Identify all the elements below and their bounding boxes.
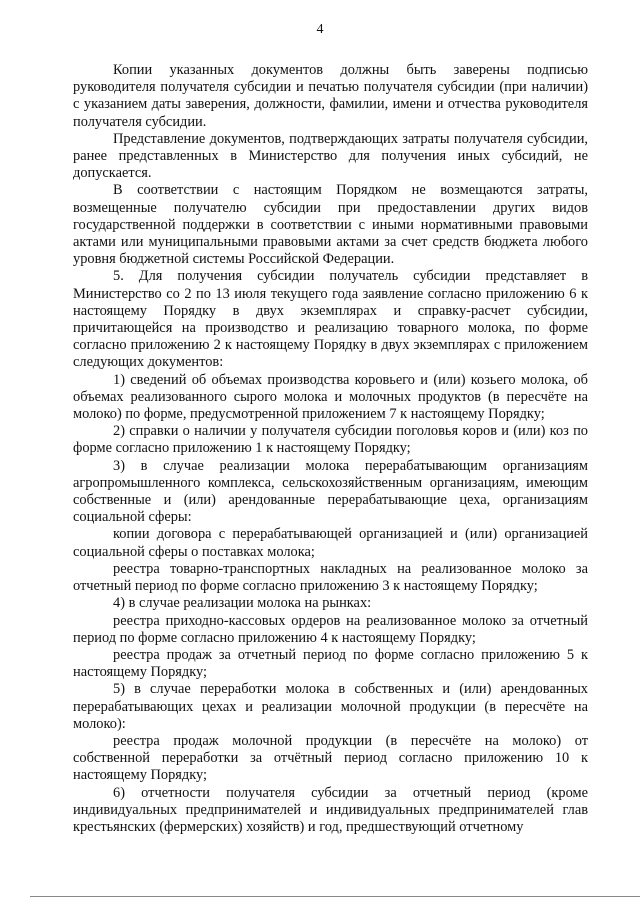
paragraph: Представление документов, подтверждающих затраты получателя субсидии, ранее представленных в Министерство для получения иных субсидий, не допускается. — [73, 130, 588, 182]
paragraph: В соответствии с настоящим Порядком не возмещаются затраты, возмещенные получателю субсидии при предоставлении других видов государственной поддержки в соответствии с иными нормативными правовыми актами или муниципальными правовыми актами за счет средств бюджета любого уровня бюджетной системы Российской Федерации. — [73, 182, 588, 268]
paragraph: Копии указанных документов должны быть заверены подписью руководителя получателя субсидии и печатью получателя субсидии (при наличии) с указанием даты заверения, должности, фамилии, имени и отчества руководителя получателя субсидии. — [73, 62, 588, 130]
paragraph: реестра товарно-транспортных накладных на реализованное молоко за отчетный период по форме согласно приложению 3 к настоящему Порядку; — [73, 560, 588, 595]
paragraph: 3) в случае реализации молока перерабатывающим организациям агропромышленного комплекса, сельскохозяйственным организациям, имеющим собственные и (или) арендованные перерабатывающие цеха, организациям социальной сферы: — [73, 457, 588, 526]
paragraph: 1) сведений об объемах производства коровьего и (или) козьего молока, об объемах реализованного сырого молока и молочных продуктов (в пересчёте на молоко) по форме, предусмотренной приложением 7 к настоящему Порядку; — [73, 371, 588, 423]
paragraph: реестра продаж молочной продукции (в пересчёте на молоко) от собственной переработки за отчётный период согласно приложению 10 к настоящему Порядку; — [73, 732, 588, 784]
page-number: 4 — [316, 22, 324, 37]
paragraph: 5. Для получения субсидии получатель субсидии представляет в Министерство со 2 по 13 июля текущего года заявление согласно приложению 6 к настоящему Порядку в двух экземплярах и справку-расчет субсидии, причитающейся на производство и реализацию товарного молока, по форме согласно приложению 2 к настоящему Порядку в двух экземплярах с приложением следующих документов: — [73, 268, 588, 371]
document-body — [73, 62, 588, 836]
paragraph: 4) в случае реализации молока на рынках: — [113, 595, 372, 612]
page-bottom-edge — [30, 896, 640, 897]
paragraph: 5) в случае переработки молока в собственных и (или) арендованных перерабатывающих цехах и реализации молочной продукции (в пересчёте на молоко): — [73, 681, 588, 732]
paragraph: реестра продаж за отчетный период по форме согласно приложению 5 к настоящему Порядку; — [73, 646, 588, 681]
paragraph: копии договора с перерабатывающей организацией и (или) организацией социальной сферы о поставках молока; — [73, 526, 588, 560]
paragraph: 6) отчетности получателя субсидии за отчетный период (кроме индивидуальных предпринимателей и индивидуальных предпринимателей глав крестьянских (фермерских) хозяйств) и год, предшествующий отчетному — [73, 784, 588, 835]
paragraph: реестра приходно-кассовых ордеров на реализованное молоко за отчетный период по форме согласно приложению 4 к настоящему Порядку; — [73, 612, 588, 646]
paragraph: 2) справки о наличии у получателя субсидии поголовья коров и (или) коз по форме согласно приложению 1 к настоящему Порядку; — [73, 423, 588, 457]
